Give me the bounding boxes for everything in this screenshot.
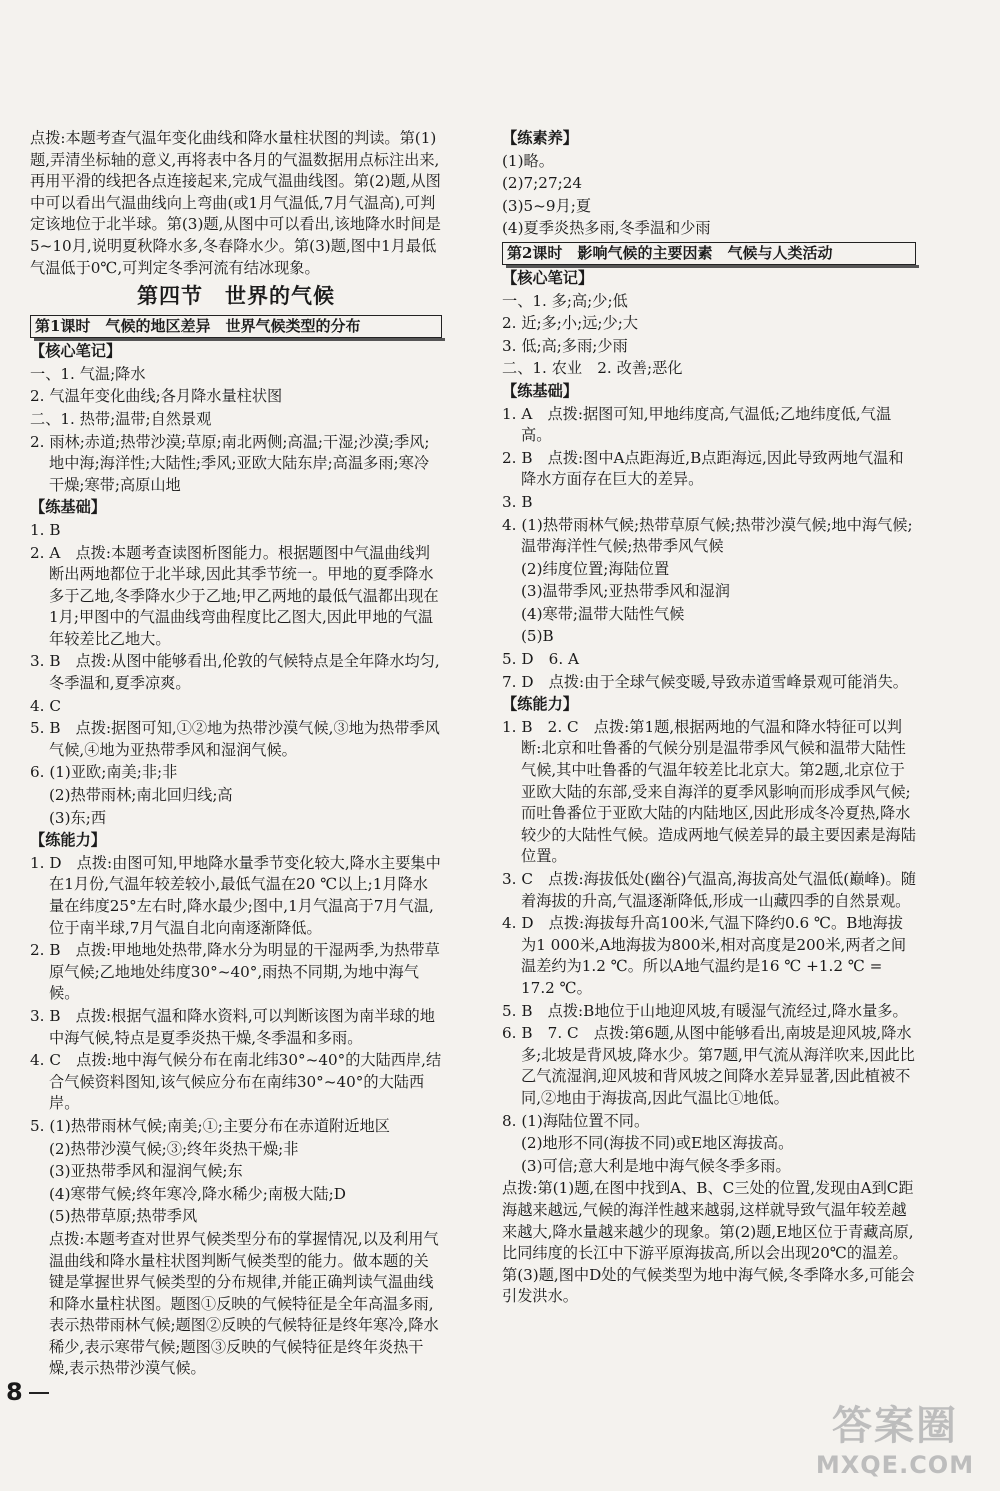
answer-item: (2)7;27;24 [502, 174, 583, 193]
answer-item: 5. (1)热带雨林气候;南美;①;主要分布在赤道附近地区 [30, 1116, 390, 1135]
note-item: 一、1. 气温;降水 [30, 364, 146, 383]
core-notes-label: 【核心笔记】 [30, 342, 122, 361]
answer-subitem: (4)寒带气候;终年寒冷,降水稀少;南极大陆;D [49, 1184, 346, 1203]
intro-paragraph: 点拨:本题考查气温年变化曲线和降水量柱状图的判读。第(1)题,弄清坐标轴的意义,再将表中各月的气温数据用点标注出来,再用平滑的线把各点连接起来,完成气温曲线图。第(2)题,从图中可以看出气温曲线向上弯曲(或1月气温低,7月气温高),可判定该地位于北半球。第(3)题,从图中可以看出,该地降水时间是5~10月,说明夏秋降水多,冬春降水少。第(3)题,图中1月最低气温低于0℃,可判定冬季河流有结冰现象。 [30, 129, 441, 277]
answer-item: 3. B 点拨:根据气温和降水资料,可以判断该图为南半球的地中海气候,特点是夏季炎热干燥,冬季温和多雨。 [30, 1006, 435, 1047]
answer-subitem: (3)温带季风;亚热带季风和湿润 [521, 582, 730, 601]
core-notes-label: 【核心笔记】 [502, 268, 594, 287]
literacy-practice-label: 【练素养】 [502, 129, 578, 147]
answer-subitem: (2)热带沙漠气候;③;终年炎热干燥;非 [49, 1139, 299, 1158]
answer-item: 7. D 点拨:由于全球气候变暖,导致赤道雪峰景观可能消失。 [502, 672, 908, 691]
answer-item: (4)夏季炎热多雨,冬季温和少雨 [502, 219, 711, 238]
answer-subitem: (5)B [521, 627, 554, 646]
answer-subitem: (3)亚热带季风和湿润气候;东 [49, 1162, 243, 1181]
left-column [30, 128, 442, 1381]
answer-item: 2. A 点拨:本题考查读图析图能力。根据题图中气温曲线判断出两地都位于北半球,因此其季节统一。甲地的夏季降水多于乙地,冬季降水少于乙地;甲乙两地的最低气温都出现在1月;甲图中的气温曲线弯曲程度比乙图大,因此甲地的气温年较差比乙地大。 [30, 543, 439, 648]
explanation-paragraph: 点拨:第(1)题,在图中找到A、B、C三处的位置,发现由A到C距海越来越远,气候的海洋性越来越弱,这样就导致气温年较差越来越大,降水量越来越少的现象。第(2)题,E地区位于青藏高原,比同纬度的长江中下游平原海拔高,所以会出现20℃的温差。第(3)题,图中D处的气候类型为地中海气候,冬季降水多,可能会引发洪水。 [502, 1179, 915, 1306]
answer-subitem: (3)可信;意大利是地中海气候冬季多雨。 [521, 1156, 791, 1175]
answer-item: (3)5~9月;夏 [502, 196, 592, 215]
lesson-2-title: 第2课时 影响气候的主要因素 气候与人类活动 [502, 242, 916, 265]
answer-item: 1. D 点拨:由图可知,甲地降水量季节变化较大,降水主要集中在1月份,气温年较差较小,最低气温在20 ℃以上;1月降水量在纬度25°左右时,降水最少;图中,1月气温高于7月气温,位于南半球,7月气温自北向南逐渐降低。 [30, 853, 441, 937]
note-item: 2. 雨林;赤道;热带沙漠;草原;南北两侧;高温;干湿;沙漠;季风;地中海;海洋性;大陆性;季风;亚欧大陆东岸;高温多雨;寒冷干燥;寒带;高原山地 [30, 432, 430, 494]
answer-subitem: (5)热带草原;热带季风 [49, 1207, 198, 1226]
answer-item: 6. (1)亚欧;南美;非;非 [30, 763, 178, 782]
note-item: 二、1. 农业 2. 改善;恶化 [502, 359, 683, 378]
right-column [502, 128, 916, 1309]
answer-item: 6. B 7. C 点拨:第6题,从图中能够看出,南坡是迎风坡,降水多;北坡是背风坡,降水少。第7题,甲气流从海洋吹来,因此比乙气流湿润,迎风坡和背风坡之间降水差异显著,因此植被不同,②地由于海拔高,因此气温比①地低。 [502, 1024, 915, 1107]
note-item: 一、1. 多;高;少;低 [502, 291, 628, 310]
answer-item: (1)略。 [502, 151, 554, 170]
ability-practice-label: 【练能力】 [502, 695, 578, 714]
answer-item: 5. B 点拨:B地位于山地迎风坡,有暖湿气流经过,降水量多。 [502, 1001, 908, 1020]
page-number: 8 [6, 1378, 49, 1406]
watermark-text: 答案圈 [832, 1403, 958, 1449]
answer-item: 5. B 点拨:据图可知,①②地为热带沙漠气候,③地为热带季风气候,④地为亚热带季风和湿润气候。 [30, 719, 440, 759]
answer-item: 4. C 点拨:地中海气候分布在南北纬30°~40°的大陆西岸,结合气候资料图知,该气候应分布在南纬30°~40°的大陆西岸。 [30, 1051, 442, 1113]
answer-item: 3. B [502, 492, 533, 511]
answer-item: 3. C 点拨:海拔低处(幽谷)气温高,海拔高处气温低(巅峰)。随着海拔的升高,气温逐渐降低,形成一山藏四季的自然景观。 [502, 870, 916, 910]
basic-practice-label: 【练基础】 [502, 381, 578, 400]
answer-item: 4. D 点拨:海拔每升高100米,气温下降约0.6 ℃。B地海拔为1 000米,A地海拔为800米,相对高度是200米,两者之间温差约为1.2 ℃。所以A地气温约是16 ℃ +1.2 ℃ = 17.2 ℃。 [502, 914, 907, 997]
answer-subitem: (2)热带雨林;南北回归线;高 [49, 786, 233, 805]
answer-subitem: (3)东;西 [49, 808, 107, 827]
answer-item: 1. B 2. C 点拨:第1题,根据两地的气温和降水特征可以判断:北京和吐鲁番的气候分别是温带季风气候和温带大陆性气候,其中吐鲁番的气温年较差比北京大。第2题,北京位于亚欧大陆的东部,受来自海洋的夏季风影响而形成季风气候;而吐鲁番位于亚欧大陆的内陆地区,因此形成冬冷夏热,降水较少的大陆性气候。造成两地气候差异的最主要因素是海陆位置。 [502, 717, 916, 866]
answer-item: 4. (1)热带雨林气候;热带草原气候;热带沙漠气候;地中海气候;温带海洋性气候;热带季风气候 [502, 515, 913, 556]
answer-item: 8. (1)海陆位置不同。 [502, 1111, 650, 1130]
answer-item: 2. B 点拨:图中A点距海近,B点距海远,因此导致两地气温和降水方面存在巨大的差异。 [502, 448, 904, 489]
note-item: 二、1. 热带;温带;自然景观 [30, 409, 212, 428]
watermark-logo [810, 1394, 980, 1479]
section-title: 第四节 世界的气候 [137, 283, 335, 309]
answer-item: 2. B 点拨:甲地地处热带,降水分为明显的干湿两季,为热带草原气候;乙地地处纬度30°~40°,雨热不同期,为地中海气候。 [30, 941, 440, 1003]
answer-subitem: (4)寒带;温带大陆性气候 [521, 604, 685, 623]
explanation-paragraph: 点拨:本题考查对世界气候类型分布的掌握情况,以及利用气温曲线和降水量柱状图判断气候类型的能力。做本题的关键是掌握世界气候类型的分布规律,并能正确判读气温曲线和降水量柱状图。题图①反映的气候特征是全年高温多雨,表示热带雨林气候;题图②反映的气候特征是终年寒冷,降水稀少,表示寒带气候;题图③反映的气候特征是终年炎热干燥,表示热带沙漠气候。 [49, 1229, 439, 1378]
note-item: 3. 低;高;多雨;少雨 [502, 336, 628, 355]
watermark-url: MXQE.COM [815, 1451, 975, 1479]
answer-subitem: (2)纬度位置;海陆位置 [521, 559, 670, 578]
answer-item: 4. C [30, 696, 61, 715]
lesson-1-title: 第1课时 气候的地区差异 世界气候类型的分布 [30, 315, 442, 338]
ability-practice-label: 【练能力】 [30, 831, 106, 850]
note-item: 2. 近;多;小;远;少;大 [502, 314, 639, 333]
basic-practice-label: 【练基础】 [30, 498, 106, 517]
note-item: 2. 气温年变化曲线;各月降水量柱状图 [30, 387, 283, 406]
answer-item: 5. D 6. A [502, 650, 579, 669]
answer-item: 3. B 点拨:从图中能够看出,伦敦的气候特点是全年降水均匀,冬季温和,夏季凉爽。 [30, 652, 440, 693]
answer-item: 1. A 点拨:据图可知,甲地纬度高,气温低;乙地纬度低,气温高。 [502, 404, 892, 445]
answer-item: 1. B [30, 520, 61, 539]
answer-subitem: (2)地形不同(海拔不同)或E地区海拔高。 [521, 1134, 794, 1153]
